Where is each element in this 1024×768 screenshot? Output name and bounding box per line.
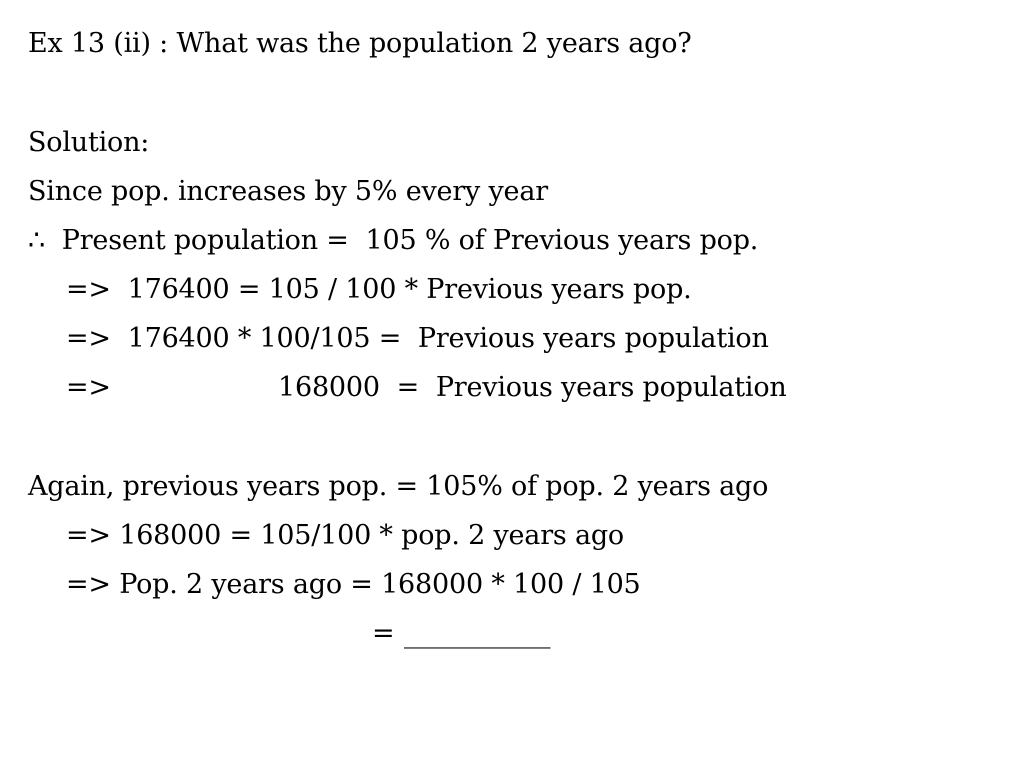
again-statement: Again, previous years pop. = 105% of pop. 2 years ago: [28, 471, 769, 502]
question-title: Ex 13 (ii) : What was the population 2 years ago?: [28, 28, 692, 59]
answer-blank: ___________: [404, 618, 551, 649]
step-line-3-arrow: =>: [66, 372, 111, 403]
therefore-statement: ∴ Present population = 105 % of Previous years pop.: [28, 225, 759, 256]
again-step-line-1: => 168000 = 105/100 * pop. 2 years ago: [66, 520, 624, 551]
step-line-1: => 176400 = 105 / 100 * Previous years pop.: [66, 274, 692, 305]
final-equals-sign: =: [372, 618, 395, 649]
step-line-3-value: 168000 = Previous years population: [278, 372, 787, 403]
again-step-line-2: => Pop. 2 years ago = 168000 * 100 / 105: [66, 569, 641, 600]
step-line-2: => 176400 * 100/105 = Previous years population: [66, 323, 769, 354]
solution-label: Solution:: [28, 127, 150, 158]
given-statement: Since pop. increases by 5% every year: [28, 176, 548, 207]
